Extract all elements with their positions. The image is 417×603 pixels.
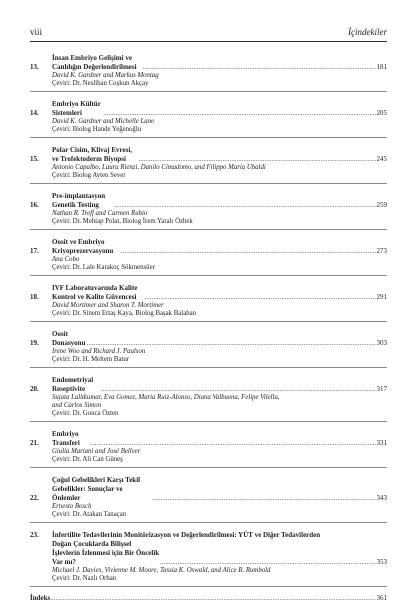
toc-entry-17[interactable] (30, 237, 387, 276)
chapter-number: 21. (30, 439, 39, 447)
toc-entry-index[interactable] (30, 594, 387, 603)
chapter-number: 15. (30, 155, 39, 163)
chapter-translator: Çeviri: Dr. H. Meltem Batur (52, 356, 130, 363)
chapter-authors: Nathan R. Treff and Carmen Rubio (52, 210, 148, 217)
toc-entry-14[interactable] (30, 99, 387, 138)
chapter-authors: David K. Gardner and Michelle Lane (52, 118, 155, 125)
chapter-translator: Çeviri: Dr. Ali Can Güneş (52, 456, 123, 463)
toc-entry-22[interactable] (30, 475, 387, 523)
leader-dots (87, 339, 376, 348)
chapter-page: 291 (376, 293, 387, 301)
chapter-number: 23. (30, 531, 39, 539)
chapter-authors: David K. Gardner and Markus Montag (52, 72, 159, 79)
chapter-page: 353 (376, 558, 387, 566)
chapter-authors: Sujata Lalitkumar, Eva Gomez, Maria Ruiz-Alonso, Diana Valbuena, Felipe Vilella, (52, 394, 280, 401)
chapter-title-line1: İnfertilite Tedavilerinin Monitörizasyon ve Değerlendirilmesi: YÜT ve Diğer Tedavilerden (52, 531, 321, 539)
chapter-title: IVF Laboratuvarında Kalite Kontrol ve Kalite Güvencesi (52, 284, 138, 301)
table-of-contents (30, 53, 387, 603)
index-page: 361 (376, 594, 387, 602)
toc-entry-18[interactable] (30, 283, 387, 322)
leader-dots (89, 439, 375, 448)
chapter-authors: Michael J. Davies, Vivienne M. Moore, Tassia K. Oswald, and Alice R. Rumbold (52, 567, 271, 574)
chapter-title: Endometriyal Reseptivite (52, 376, 94, 393)
chapter-authors: David Mortimer and Sharon T. Mortimer (52, 302, 164, 309)
chapter-number: 14. (30, 109, 39, 117)
chapter-translator: Çeviri: Dr. Sinem Ertaş Kaya, Biolog Başak Balaban (52, 310, 197, 317)
chapter-title: Oosit ve Embriyo Kriyoprezervasyonu (52, 238, 114, 255)
toc-entry-15[interactable] (30, 145, 387, 184)
chapter-title: İnsan Embriyo Gelişimi ve Canlılığın Değerlendirilmesi (52, 54, 137, 71)
chapter-authors: Ana Cobo (52, 256, 80, 263)
leader-dots (101, 385, 376, 394)
chapter-number: 22. (30, 494, 39, 502)
chapter-page: 331 (376, 439, 387, 447)
chapter-translator: Çeviri: Dr. Atakan Tanaçan (52, 511, 127, 518)
toc-entry-16[interactable] (30, 191, 387, 230)
chapter-number: 17. (30, 247, 39, 255)
chapter-page: 259 (376, 201, 387, 209)
leader-dots (103, 109, 375, 118)
chapter-translator: Çeviri: Dr. Neslihan Coşkun Akçay (52, 80, 149, 87)
chapter-authors: Ernesto Bosch (52, 503, 92, 510)
toc-entry-13[interactable] (30, 53, 387, 92)
chapter-title: Çoğul Gebelikleri Karşı Tekil Gebelikler: Sonuçlar ve Önlemler (52, 476, 141, 502)
chapter-translator: Çeviri: Biolog Hande Yeğenoğlu (52, 126, 142, 133)
chapter-translator: Çeviri: Dr. Lale Karakoç Sökmensüer (52, 264, 155, 271)
chapter-translator: Çeviri: Dr. Nazlı Orhan (52, 575, 117, 582)
chapter-translator: Çeviri: Biolog Ayten Sever (52, 172, 126, 179)
chapter-authors: Irene Woo and Richard J. Paulson (52, 348, 146, 355)
leader-dots (152, 494, 376, 503)
leader-dots (114, 201, 375, 210)
chapter-title: Pre-implantasyon Genetik Testing (52, 192, 106, 209)
leader-dots (50, 594, 375, 603)
leader-dots (143, 63, 376, 72)
toc-entry-21[interactable] (30, 429, 387, 468)
chapter-page: 181 (376, 63, 387, 71)
toc-entry-19[interactable] (30, 329, 387, 368)
chapter-page: 205 (376, 109, 387, 117)
chapter-translator: Çeviri: Dr. Gonca Özten (52, 410, 119, 417)
leader-dots (121, 247, 376, 256)
chapter-authors-continued: and Carlos Simon (52, 402, 102, 409)
header-title: İçindekiler (348, 27, 387, 37)
toc-entry-20[interactable] (30, 375, 387, 422)
index-title: İndeks (30, 594, 51, 602)
header-page-number: viii (30, 27, 43, 37)
chapter-number: 13. (30, 63, 39, 71)
chapter-page: 273 (376, 247, 387, 255)
chapter-page: 317 (376, 385, 387, 393)
chapter-number: 20. (30, 385, 39, 393)
chapter-title: Embriyo Transferi (52, 430, 80, 447)
chapter-authors: Giulia Mariani and José Bellver (52, 448, 141, 455)
toc-entry-23[interactable] (30, 530, 387, 587)
chapter-title: Oosit Donasyonu (52, 330, 86, 347)
leader-dots (145, 293, 376, 302)
leader-dots (160, 558, 376, 567)
chapter-page: 343 (376, 494, 387, 502)
chapter-number: 16. (30, 201, 39, 209)
chapter-page: 245 (376, 155, 387, 163)
chapter-authors: Antonio Capalbo, Laura Rienzi, Danilo Cimadomo, and Filippo Maria Ubaldi (52, 164, 266, 171)
chapter-title: Doğan Çocuklarda Bilişsel İşlevlerin İzlenmesi için Bir Öncelik Var mı? (52, 540, 160, 566)
chapter-number: 19. (30, 339, 39, 347)
chapter-number: 18. (30, 293, 39, 301)
header-rule (30, 41, 387, 42)
chapter-title: Embriyo Kültür Sistemleri (52, 100, 101, 117)
chapter-page: 303 (376, 339, 387, 347)
chapter-title: Polar Cisim, Klivaj Evresi, ve Trofektoderm Biyopsi (52, 146, 133, 163)
page-header (30, 27, 387, 41)
leader-dots (138, 155, 375, 164)
chapter-translator: Çeviri: Dr. Mehtap Polat, Biolog İrem Yaralı Özbek (52, 218, 193, 225)
